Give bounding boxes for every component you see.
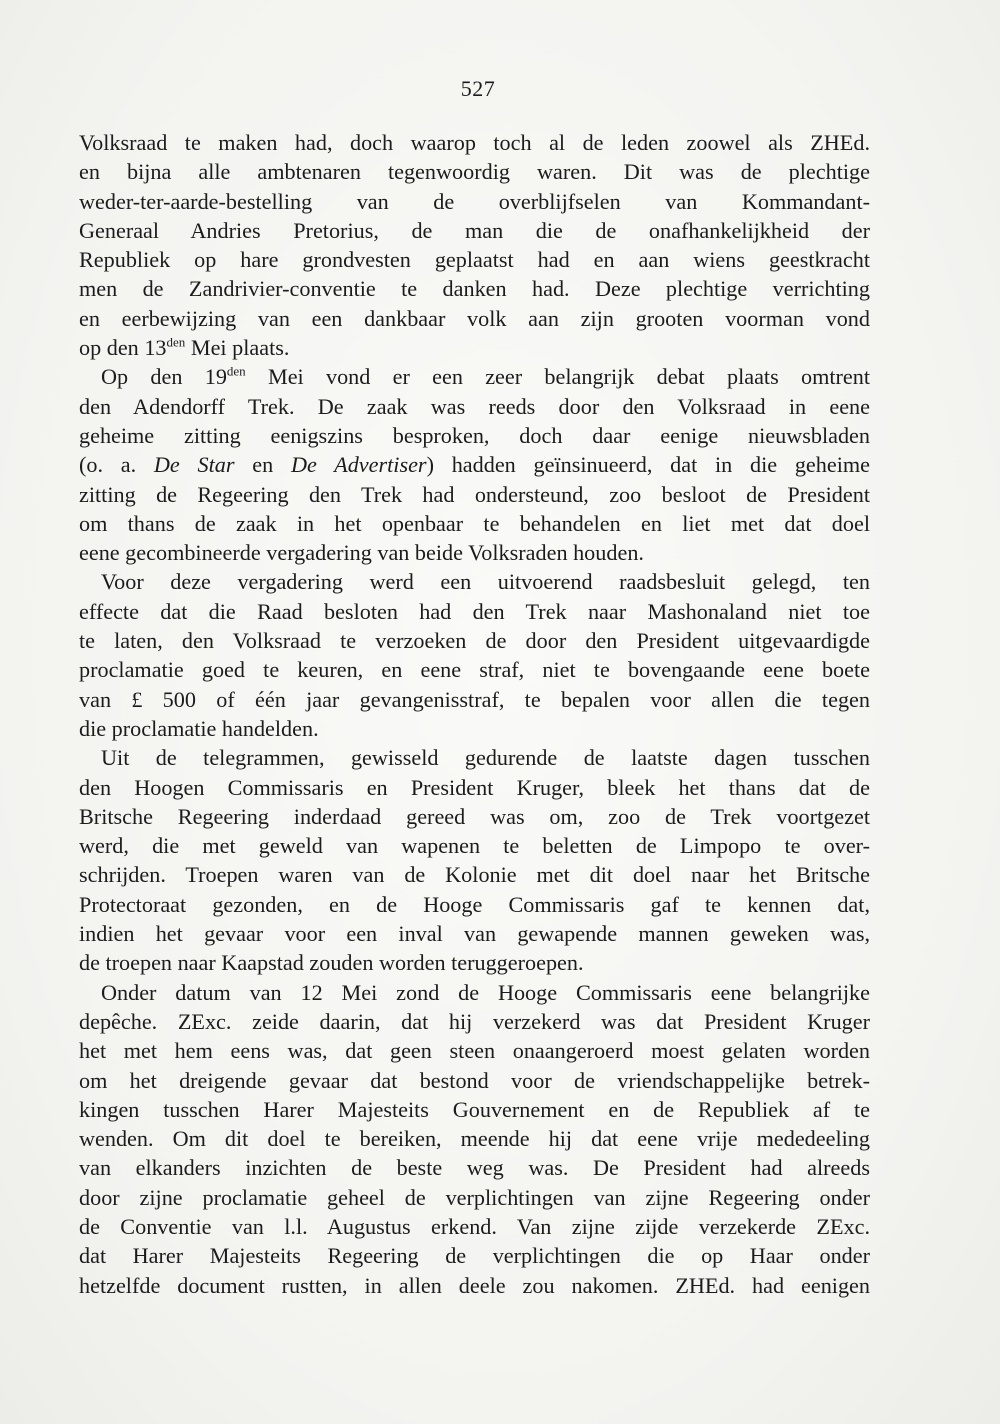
text-line: en eerbewijzing van een dankbaar volk aan zijn grooten voorman vond <box>79 305 870 331</box>
text-line: van £ 500 of één jaar gevangenisstraf, te bepalen voor allen die tegen <box>79 686 870 712</box>
text-line: zitting de Regeering den Trek had ondersteund, zoo besloot de President <box>79 481 870 507</box>
text-line: indien het gevaar voor een inval van gewapende mannen geweken was, <box>79 921 870 947</box>
text-line: kingen tusschen Harer Majesteits Gouvernement en de Republiek af te <box>79 1096 870 1122</box>
text-line: Op den $19^{den}$ Mei vond er een zeer belangrijk debat plaats omtrent <box>101 363 871 390</box>
text-line: te laten, den Volksraad te verzoeken de door den President uitgevaardigde <box>79 628 870 654</box>
page-number: 527 <box>460 76 496 101</box>
text-line: wenden. Om dit doel te bereiken, meende hij dat eene vrije mededeeling <box>79 1126 870 1152</box>
ordinal-suffix: den <box>226 363 246 379</box>
text-line: eene gecombineerde vergadering van beide Volksraden houden. <box>79 540 644 566</box>
text-line: effecte dat die Raad besloten had den Trek naar Mashonaland niet toe <box>79 598 870 624</box>
text-line: schrijden. Troepen waren van de Kolonie met dit doel naar het Britsche <box>79 862 870 888</box>
text-line: proclamatie goed te keuren, en eene straf, niet te bovengaande eene boete <box>79 657 870 683</box>
ordinal-suffix: den <box>166 334 186 350</box>
text-line: Generaal Andries Pretorius, de man die de onafhankelijkheid der <box>79 217 870 243</box>
text-line: Volksraad te maken had, doch waarop toch al de leden zoowel als ZHEd. <box>79 130 870 155</box>
text-line: men de Zandrivier-conventie te danken had. Deze plechtige verrichting <box>79 276 870 302</box>
text-line: door zijne proclamatie geheel de verplichtingen van zijne Regeering onder <box>79 1184 870 1210</box>
text-line: en bijna alle ambtenaren tegenwoordig waren. Dit was de plechtige <box>79 159 870 185</box>
text-line: Uit de telegrammen, gewisseld gedurende de laatste dagen tusschen <box>101 745 870 771</box>
text-line: geheime zitting eenigszins besproken, doch daar eenige nieuwsbladen <box>79 422 870 448</box>
text-line: werd, die met geweld van wapenen te beletten de Limpopo te over- <box>79 833 870 859</box>
text-line: den Hoogen Commissaris en President Kruger, bleek het thans dat de <box>79 774 870 800</box>
newspaper-title: De Star <box>153 452 235 478</box>
text-line: dat Harer Majesteits Regeering de verplichtingen die op Haar onder <box>79 1243 870 1269</box>
text-line: de troepen naar Kaapstad zouden worden teruggeroepen. <box>79 950 584 976</box>
text-line: weder-ter-aarde-bestelling van de overblijfselen van Kommandant- <box>79 188 870 214</box>
text-line: depêche. ZExc. zeide daarin, dat hij verzekerd was dat President Kruger <box>79 1008 870 1034</box>
text-line: (o. a. De Star en De Advertiser) hadden geïnsinueerd, dat in die geheime <box>79 452 870 478</box>
text-line: Voor deze vergadering werd een uitvoerend raadsbesluit gelegd, ten <box>101 569 870 595</box>
text-line: de Conventie van l.l. Augustus erkend. Van zijne zijde verzekerde ZExc. <box>79 1213 870 1239</box>
text-line: op den $13^{den}$ Mei plaats. <box>79 334 290 361</box>
text-line: Onder datum van 12 Mei zond de Hooge Commissaris eene belangrijke <box>101 979 870 1005</box>
text-line: het met hem eens was, dat geen steen onaangeroerd moest gelaten worden <box>79 1038 870 1064</box>
text-line: om het dreigende gevaar dat bestond voor de vriendschappelijke betrek- <box>79 1067 870 1093</box>
text-line: Protectoraat gezonden, en de Hooge Commissaris gaf te kennen dat, <box>79 891 870 917</box>
text-line: Republiek op hare grondvesten geplaatst had en aan wiens geestkracht <box>79 247 870 273</box>
body-text <box>79 128 870 1300</box>
text-line: om thans de zaak in het openbaar te behandelen en liet met dat doel <box>79 510 870 536</box>
text-line: den Adendorff Trek. De zaak was reeds door den Volksraad in eene <box>79 393 870 419</box>
text-line: Britsche Regeering inderdaad gereed was om, zoo de Trek voortgezet <box>79 803 870 829</box>
text-line: van elkanders inzichten de beste weg was. De President had alreeds <box>79 1155 870 1181</box>
text-line: die proclamatie handelden. <box>79 715 319 741</box>
newspaper-title: De Advertiser <box>290 452 427 478</box>
text-line: hetzelfde document rustten, in allen deele zou nakomen. ZHEd. had eenigen <box>79 1272 870 1298</box>
